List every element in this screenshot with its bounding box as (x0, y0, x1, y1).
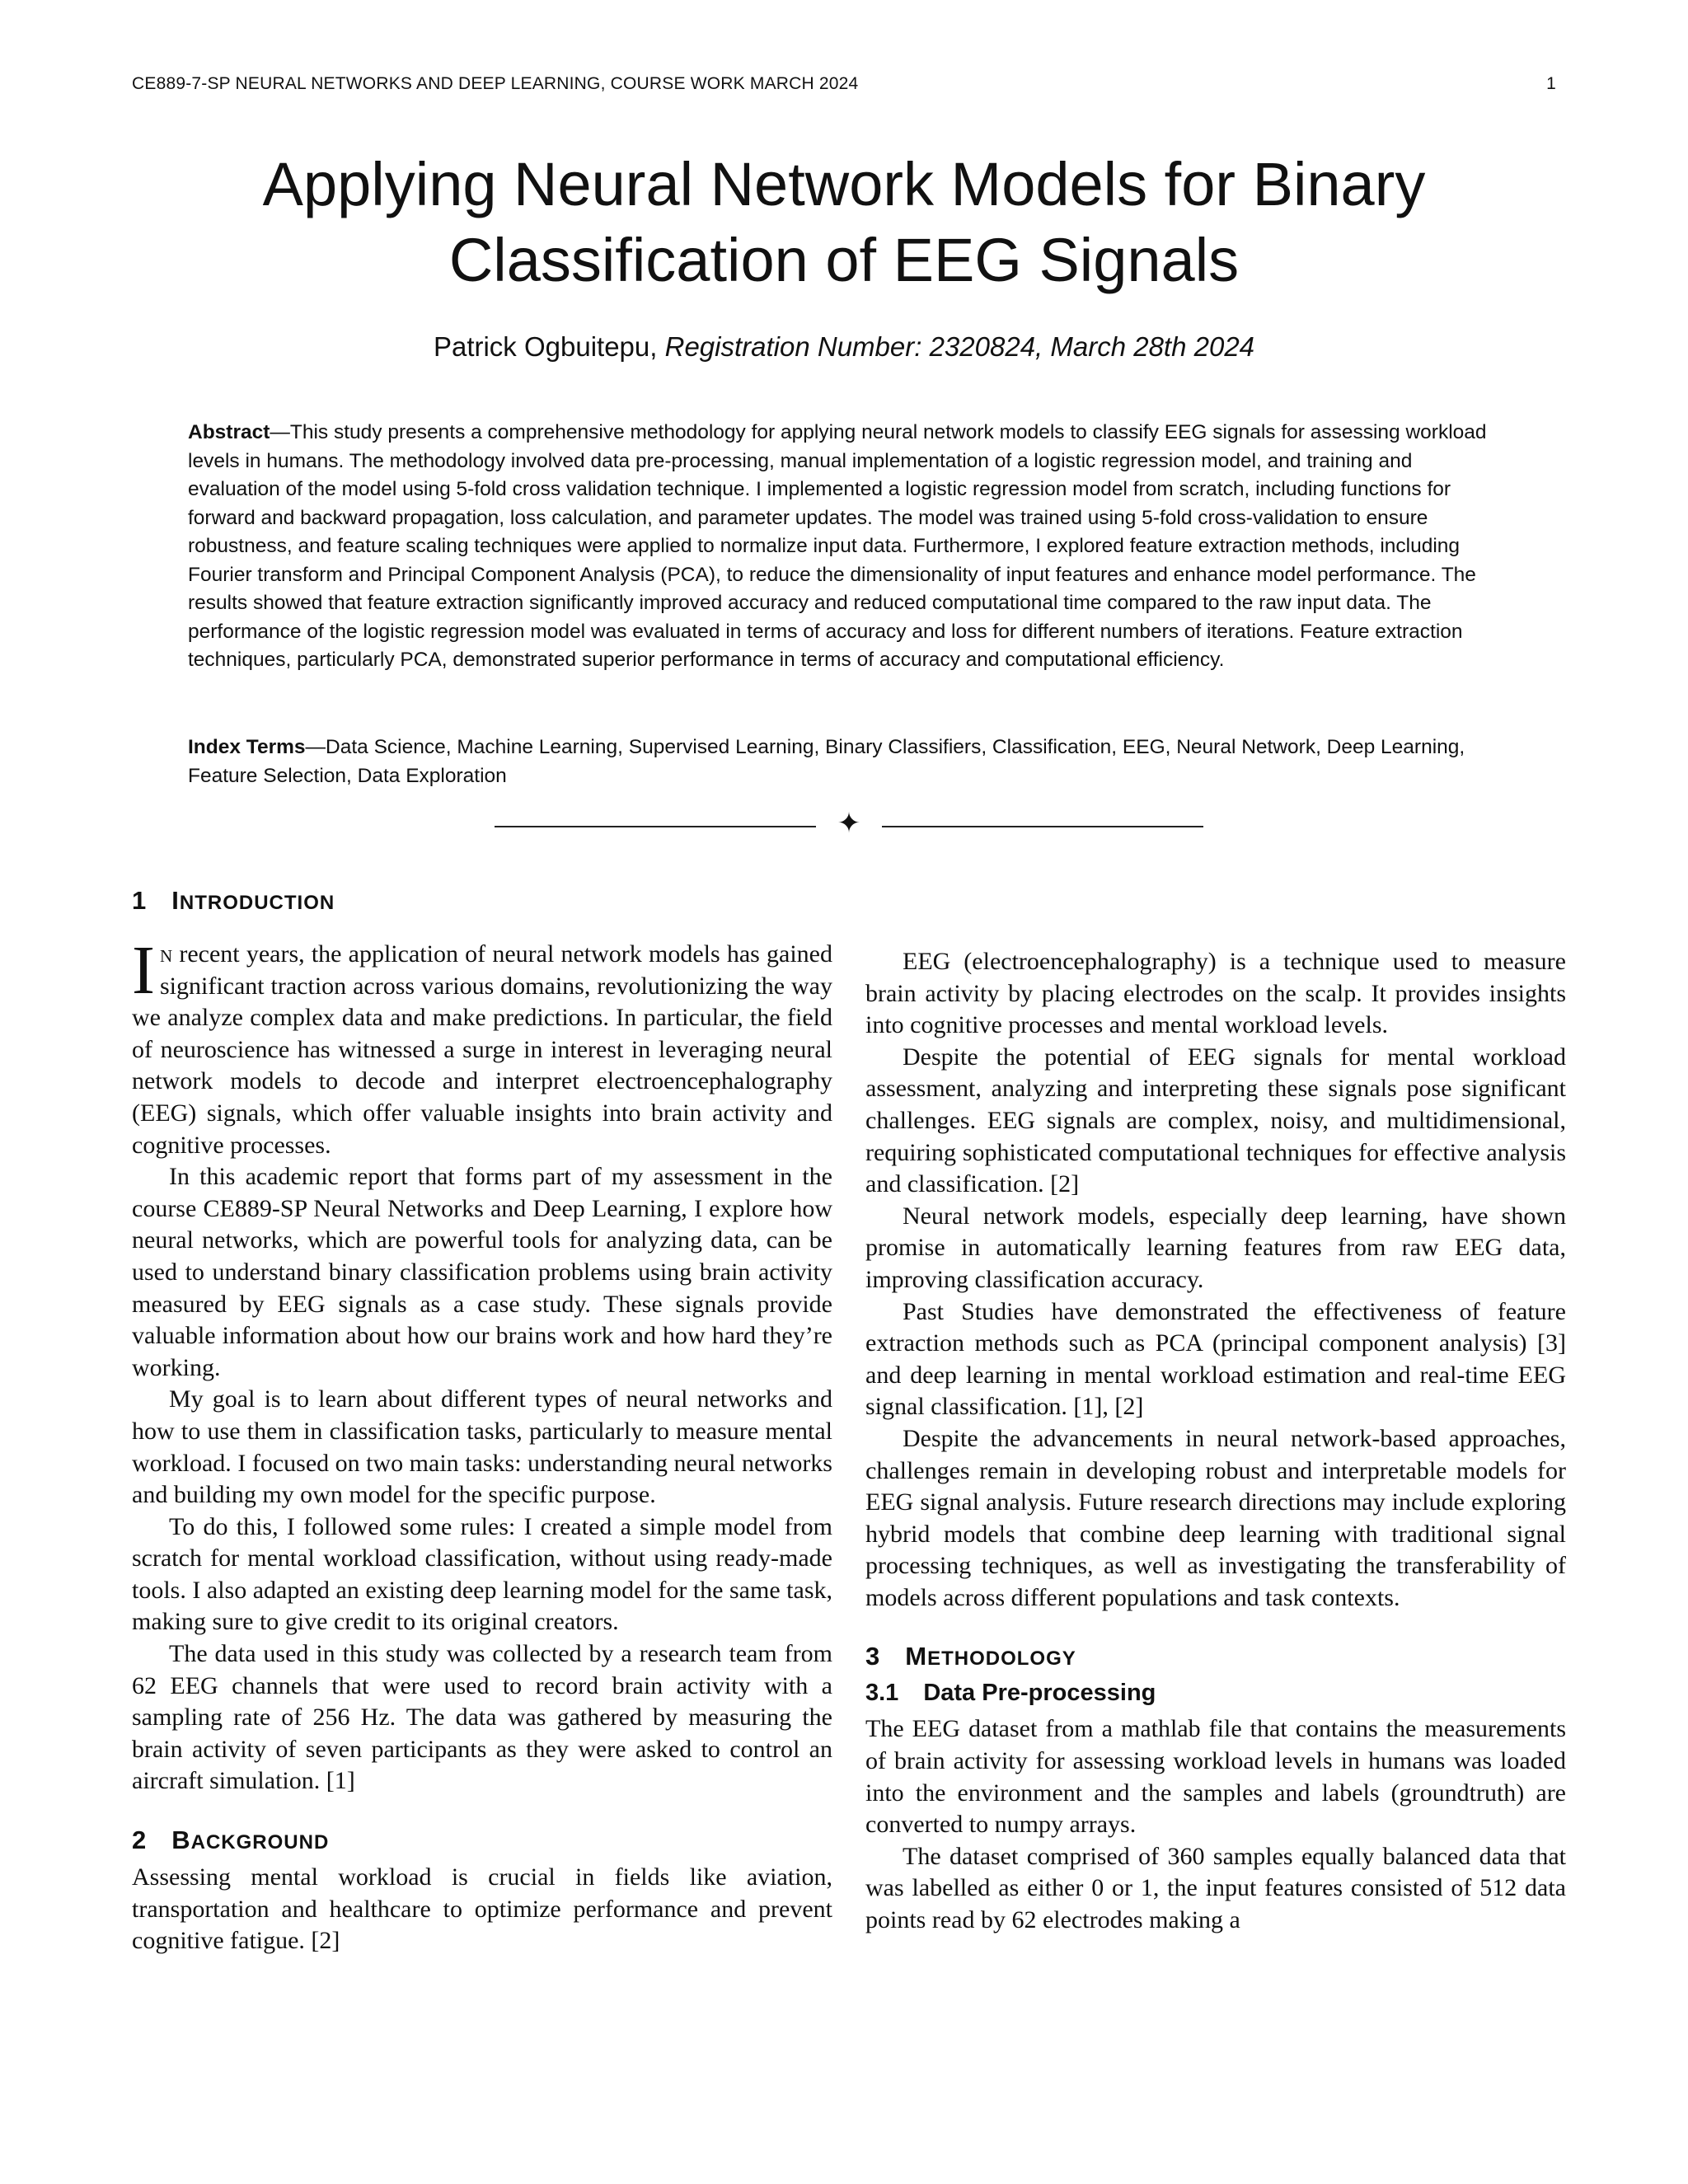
abstract (188, 419, 1507, 675)
background-paragraph-4: Neural network models, especially deep learning, have shown promise in automatically learning features from raw EEG data, improving classification accuracy. (865, 1202, 1566, 1293)
section-number: 3 (865, 1642, 881, 1671)
divider-rule-right (882, 826, 1203, 827)
abstract-text: —This study presents a comprehensive methodology for applying neural network models to classify EEG signals for assessing workload levels in humans. The methodology involved data pre-processing, manual implementation of a logistic regression model, and training and evaluation of the model using 5-fold cross validation technique. I implemented a logistic regression model from scratch, including functions for forward and backward propagation, loss calculation, and parameter updates. The model was trained using 5-fold cross-validation to ensure robustness, and feature scaling techniques were applied to normalize input data. Furthermore, I explored feature extraction methods, including Fourier transform and Principal Component Analysis (PCA), to reduce the dimensionality of input features and enhance model performance. The results showed that feature extraction significantly improved accuracy and reduced computational time compared to the raw input data. The performance of the logistic regression model was evaluated in terms of accuracy and loss for different numbers of iterations. Feature extraction techniques, particularly PCA, demonstrated superior performance in terms of accuracy and computational efficiency. (188, 421, 1487, 671)
background-paragraph-2: EEG (electroencephalography) is a technique used to measure brain activity by placing electrodes on the scalp. It provides insights into cognitive processes and mental workload levels. (865, 948, 1566, 1039)
divider-star-icon: ✦ (837, 808, 861, 839)
drop-cap: I (132, 932, 155, 1009)
subsection-heading-data-preprocessing (865, 1680, 1566, 1707)
section-number: 1 (132, 886, 148, 915)
left-column (132, 886, 832, 1957)
subsection-title: Data Pre-processing (923, 1680, 1156, 1707)
section-heading-introduction: 1 INTRODUCTION (132, 886, 335, 915)
divider-rule-left (495, 826, 816, 827)
page-number: 1 (1546, 74, 1556, 93)
intro-paragraph-5: The data used in this study was collected by a research team from 62 EEG channels that were used to record brain activity with a sampling rate of 256 Hz. The data was gathered by measuring the brain activity of seven participants as they were asked to control an aircraft simulation. [1] (132, 1640, 832, 1795)
intro-paragraph-3: My goal is to learn about different types of neural networks and how to use them in classification tasks, particularly to measure mental workload. I focused on two main tasks: understanding neural networks and building my own model for the specific purpose. (132, 1385, 832, 1509)
background-paragraph-3: Despite the potential of EEG signals for mental workload assessment, analyzing and interpreting these signals pose significant challenges. EEG signals are complex, noisy, and multidimensional, requiring sophisticated computational techniques for effective analysis and classification. [2] (865, 1043, 1566, 1198)
background-paragraph-1: Assessing mental workload is crucial in fields like aviation, transportation and healthcare to optimize performance and prevent cognitive fatigue. [2] (132, 1863, 832, 1955)
intro-paragraph-1: In recent years, the application of neural network models has gained significant traction across various domains, revolutionizing the way we analyze complex data and make predictions. In particular, the field of neuroscience has witnessed a surge in interest in leveraging neural network models to decode and interpret electroencephalography (EEG) signals, which offer valuable insights into brain activity and cognitive processes. (132, 932, 832, 1159)
running-header (132, 74, 1556, 94)
right-column (865, 946, 1566, 1937)
index-terms-text: —Data Science, Machine Learning, Supervised Learning, Binary Classifiers, Classification, EEG, Neural Network, Deep Learning, Feature Selection, Data Exploration (188, 736, 1465, 787)
author-name: Patrick Ogbuitepu, (433, 331, 658, 362)
title-line-1: Applying Neural Network Models for Binary (262, 150, 1426, 218)
intro-paragraph-2: In this academic report that forms part of my assessment in the course CE889-SP Neural Networks and Deep Learning, I explore how neural networks, which are powerful tools for analyzing data, can be used to understand binary classification problems using brain activity measured by EEG signals as a case study. These signals provide valuable information about how our brains work and how hard they’re working. (132, 1163, 832, 1381)
background-paragraph-6: Despite the advancements in neural network-based approaches, challenges remain in developing robust and interpretable models for EEG signal analysis. Future research directions may include exploring hybrid models that combine deep learning with traditional signal processing techniques, as well as investigating the transferability of models across different populations and task contexts. (865, 1424, 1566, 1611)
methodology-paragraph-1: The EEG dataset from a mathlab file that contains the measurements of brain activity for assessing workload levels in humans was loaded into the environment and the samples and labels (groundtruth) are converted to numpy arrays. (865, 1715, 1566, 1839)
section-number: 2 (132, 1825, 148, 1855)
title-line-2: Classification of EEG Signals (448, 226, 1240, 294)
author-line (132, 331, 1556, 363)
author-details: Registration Number: 2320824, March 28th 2024 (664, 331, 1255, 362)
index-terms (188, 733, 1507, 790)
intro-paragraph-4: To do this, I followed some rules: I created a simple model from scratch for mental workload classification, without using ready-made tools. I also adapted an existing deep learning model for the same task, making sure to give credit to its original creators. (132, 1512, 832, 1636)
section-heading-methodology: 3 METHODOLOGY (865, 1642, 1076, 1671)
section-divider (495, 808, 1203, 839)
background-paragraph-5: Past Studies have demonstrated the effectiveness of feature extraction methods such as PCA (principal component analysis) [3] and deep learning in mental workload estimation and real-time EEG signal classification. [1], [2] (865, 1297, 1566, 1421)
methodology-paragraph-2: The dataset comprised of 360 samples equally balanced data that was labelled as either 0 or 1, the input features consisted of 512 data points read by 62 electrodes making a (865, 1842, 1566, 1934)
paper-title (132, 147, 1556, 298)
subsection-number: 3.1 (865, 1680, 899, 1707)
running-title: CE889-7-SP NEURAL NETWORKS AND DEEP LEARNING, COURSE WORK MARCH 2024 (132, 74, 859, 93)
section-heading-background: 2 BACKGROUND (132, 1825, 330, 1855)
abstract-label: Abstract (188, 421, 270, 443)
index-terms-label: Index Terms (188, 736, 306, 758)
